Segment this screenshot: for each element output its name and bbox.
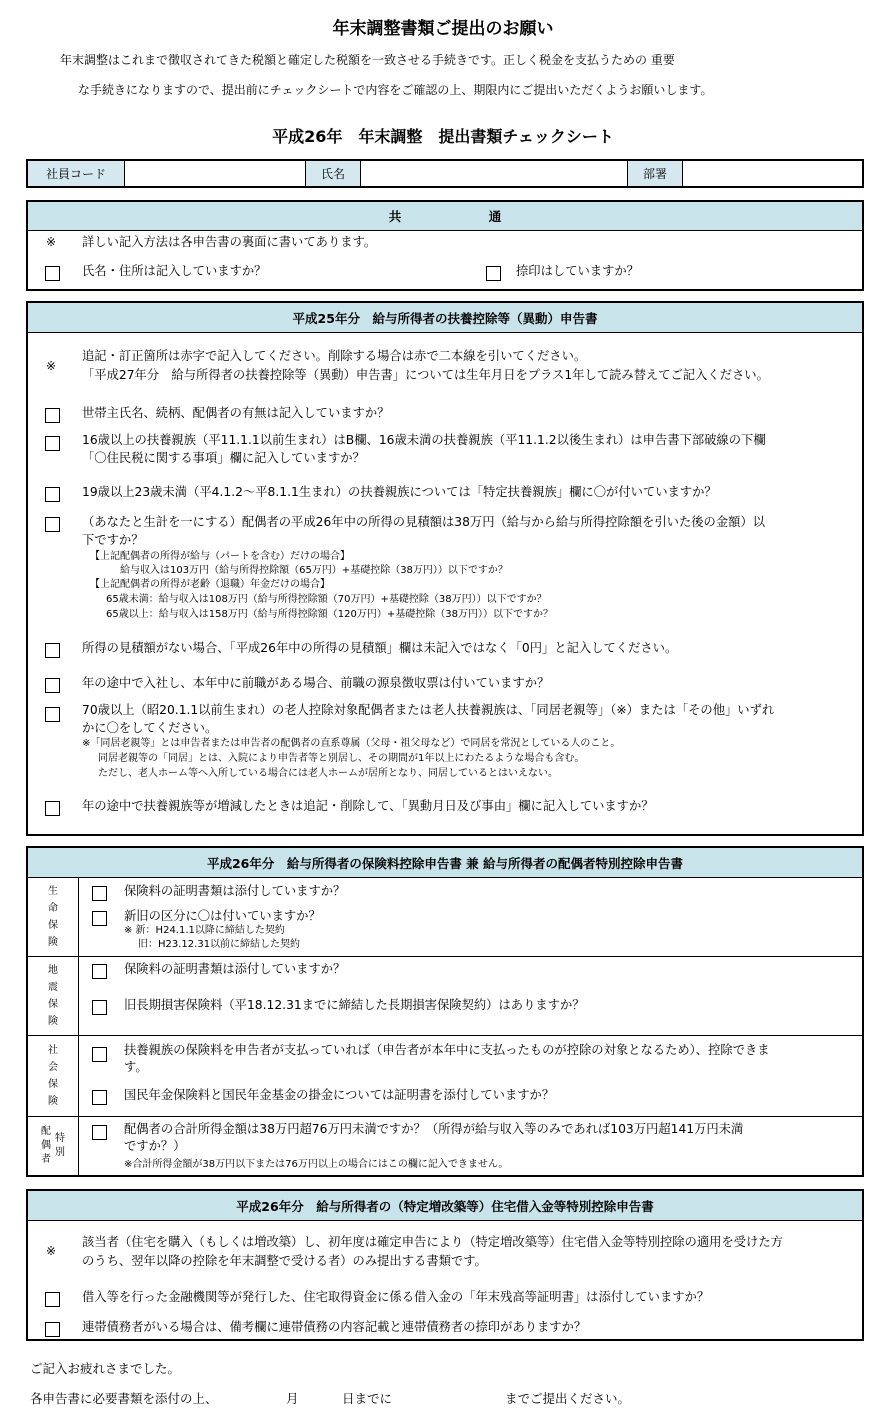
dependent-header: 平成25年分 給与所得者の扶養控除等（異動）申告書 (28, 303, 862, 333)
insurance-header: 平成26年分 給与所得者の保険料控除申告書 兼 給与所得者の配偶者特別控除申告書 (28, 848, 862, 878)
social-checkbox-1[interactable] (92, 1047, 107, 1062)
life-note-1: ※ 新：H24.1.1以降に締結した契約 (124, 925, 285, 936)
common-checkbox-2[interactable] (486, 266, 501, 281)
intro-line-1: 年末調整はこれまで徴収されてきた税額と確定した税額を一致させる手続きです。正しく税金を支払うための 重要 (60, 53, 675, 67)
department-label: 部署 (628, 161, 683, 186)
social-item-1a: 扶養親族の保険料を申告者が支払っていれば（申告者が本年中に支払ったものが控除の対象となるため）、控除できま (124, 1043, 770, 1057)
housing-loan-header: 平成26年分 給与所得者の（特定増改築等）住宅借入金等特別控除申告書 (28, 1191, 862, 1221)
spouse-special-group (28, 1117, 862, 1175)
dependent-checkbox-2[interactable] (45, 436, 60, 451)
dependent-note-1: 追記・訂正箇所は赤字で記入してください。削除する場合は赤で二本線を引いてください。 (82, 349, 587, 363)
housing-loan-checkbox-1[interactable] (45, 1292, 60, 1307)
deadline-month-label: 月 (286, 1391, 299, 1406)
label-char: 別 (55, 1147, 65, 1158)
earthquake-insurance-label (28, 957, 79, 1035)
common-header: 共 通 (28, 202, 862, 231)
dependent-item-4a: （あなたと生計を一にする）配偶者の平成26年中の所得の見積額は38万円（給与から給与所得控除額を引いた後の金額）以 (82, 515, 766, 529)
common-item-2: 捺印はしていますか？ (516, 264, 639, 278)
label-char: 地 (48, 965, 58, 976)
life-note-2: 旧：H23.12.31以前に締結した契約 (138, 939, 301, 950)
dependent-item-5: 所得の見積額がない場合、「平成26年中の所得の見積額」欄は未記入ではなく「0円」と記入してください。 (82, 641, 678, 655)
employee-code-field[interactable] (125, 161, 306, 186)
social-checkbox-2[interactable] (92, 1090, 107, 1105)
note-mark: ※ (45, 359, 57, 373)
spouse-income-detail-3: 【上記配偶者の所得が老齢（退職）年金だけの場合】 (90, 579, 330, 590)
label-char: 保 (48, 1079, 58, 1090)
dependent-item-8: 年の途中で扶養親族等が増減したときは追記・削除して、「異動月日及び事由」欄に記入していますか？ (82, 799, 654, 813)
department-field[interactable] (683, 161, 862, 186)
label-char: 震 (48, 982, 58, 993)
dependent-note-2: 「平成27年分 給与所得者の扶養控除等（異動）申告書」については生年月日をプラス1年して読み替えてご記入ください。 (82, 368, 769, 382)
dependent-item-4b: 下ですか？ (82, 533, 144, 547)
deadline-day-label: 日までに (342, 1391, 393, 1406)
common-note: 詳しい記入方法は各申告書の裏面に書いてあります。 (82, 235, 377, 249)
life-checkbox-1[interactable] (92, 886, 107, 901)
closing-submit-to: までご提出ください。 (505, 1391, 631, 1406)
elderly-note-2: 同居老親等の「同居」とは、入院により申告者等と別居し、その期間が1年以上にわたるような場合も含む。 (98, 753, 585, 764)
spouse-note: ※合計所得金額が38万円以下または76万円以上の場合にはこの欄に記入できません。 (124, 1159, 509, 1170)
label-char: 偶 (41, 1140, 51, 1151)
spouse-label-col (41, 1125, 51, 1167)
dependent-checkbox-8[interactable] (45, 801, 60, 816)
spouse-income-detail-5: 65歳以上：給与収入は158万円（給与所得控除額（120万円）+基礎控除（38万円））以下ですか？ (106, 609, 554, 620)
common-item-1: 氏名・住所は記入していますか？ (82, 264, 267, 278)
special-label-col (55, 1132, 65, 1160)
dependent-checkbox-7[interactable] (45, 707, 60, 722)
checksheet-title: 平成26年 年末調整 提出書類チェックシート (272, 127, 614, 146)
spouse-income-detail-4: 65歳未満：給与収入は108万円（給与所得控除額（70万円）+基礎控除（38万円））以下ですか？ (106, 594, 547, 605)
note-mark: ※ (45, 235, 57, 249)
dependent-item-3: 19歳以上23歳未満（平4.1.2～平8.1.1生まれ）の扶養親族については「特定扶養親族」欄に〇が付いていますか？ (82, 485, 717, 499)
employee-code-label: 社員コード (28, 161, 125, 186)
label-char: 生 (48, 886, 58, 897)
earthquake-insurance-group (28, 957, 862, 1036)
label-char: 保 (48, 920, 58, 931)
dependent-checkbox-3[interactable] (45, 487, 60, 502)
housing-loan-item-2: 連帯債務者がいる場合は、備考欄に連帯債務の内容記載と連帯債務者の捺印がありますか？ (82, 1320, 587, 1334)
employee-id-bar (26, 159, 864, 188)
dependent-item-6: 年の途中で入社し、本年中に前職がある場合、前職の源泉徴収票は付いていますか？ (82, 676, 550, 690)
page-title: 年末調整書類ご提出のお願い (332, 19, 554, 39)
label-char: 険 (48, 1016, 58, 1027)
spouse-item-a: 配偶者の合計所得金額は38万円超76万円未満ですか？（所得が給与収入等のみであれば103万円超141万円未満 (124, 1122, 744, 1136)
dependent-item-2b: 「〇住民税に関する事項」欄に記入していますか？ (82, 451, 365, 465)
life-item-2: 新旧の区分に〇は付いていますか？ (124, 909, 321, 923)
earthquake-checkbox-1[interactable] (92, 964, 107, 979)
common-section (26, 200, 864, 291)
insurance-section (26, 846, 864, 1177)
spouse-special-label (28, 1117, 79, 1175)
dependent-item-7a: 70歳以上（昭20.1.1以前生まれ）の老人控除対象配偶者または老人扶養親族は、「同居老親等」（※）または「その他」いずれ (82, 703, 775, 717)
life-checkbox-2[interactable] (92, 911, 107, 926)
housing-loan-item-1: 借入等を行った金融機関等が発行した、住宅取得資金に係る借入金の「年末残高等証明書」は添付していますか？ (82, 1290, 710, 1304)
label-char: 命 (48, 903, 58, 914)
label-char: 特 (55, 1133, 65, 1144)
dependent-checkbox-6[interactable] (45, 678, 60, 693)
housing-loan-note-2: のうち、翌年以降の控除を年末調整で受ける者）のみ提出する書類です。 (82, 1254, 487, 1268)
life-item-1: 保険料の証明書類は添付していますか？ (124, 884, 346, 898)
label-char: 配 (41, 1126, 51, 1137)
spouse-income-detail-1: 【上記配偶者の所得が給与（パートを含む）だけの場合】 (90, 551, 350, 562)
dependent-item-1: 世帯主氏名、続柄、配偶者の有無は記入していますか？ (82, 406, 390, 420)
closing-thanks: ご記入お疲れさまでした。 (30, 1361, 181, 1376)
housing-loan-checkbox-2[interactable] (45, 1322, 60, 1337)
earthquake-item-2: 旧長期損害保険料（平18.12.31までに締結した長期損害保険契約）はありますか？ (124, 998, 585, 1012)
spouse-item-b: ですか？） (124, 1139, 186, 1153)
dependent-checkbox-5[interactable] (45, 643, 60, 658)
label-char: 険 (48, 1096, 58, 1107)
social-insurance-group (28, 1036, 862, 1117)
social-item-2: 国民年金保険料と国民年金基金の掛金については証明書を添付していますか？ (124, 1088, 555, 1102)
label-char: 会 (48, 1062, 58, 1073)
life-insurance-label (28, 878, 79, 956)
label-char: 社 (48, 1045, 58, 1056)
earthquake-checkbox-2[interactable] (92, 1000, 107, 1015)
spouse-checkbox[interactable] (92, 1125, 107, 1140)
intro-line-2: な手続きになりますので、提出前にチェックシートで内容をご確認の上、期限内にご提出いただくようお願いします。 (78, 83, 713, 97)
label-char: 保 (48, 999, 58, 1010)
dependent-checkbox-4[interactable] (45, 517, 60, 532)
name-field[interactable] (361, 161, 628, 186)
housing-loan-section (26, 1189, 864, 1341)
elderly-note-1: ※「同居老親等」とは申告者または申告者の配偶者の直系尊属（父母・祖父母など）で同居を常況としている人のこと。 (82, 738, 621, 749)
spouse-income-detail-2: 給与収入は103万円（給与所得控除額（65万円）+基礎控除（38万円））以下ですか？ (120, 565, 508, 576)
dependent-item-7b: かに〇をしてください。 (82, 721, 218, 735)
note-mark: ※ (45, 1244, 57, 1258)
dependent-item-2a: 16歳以上の扶養親族（平11.1.1以前生まれ）はB欄、16歳未満の扶養親族（平11.1.2以後生まれ）は申告書下部破線の下欄 (82, 433, 766, 447)
label-char: 険 (48, 937, 58, 948)
dependent-checkbox-1[interactable] (45, 408, 60, 423)
name-label: 氏名 (306, 161, 361, 186)
earthquake-item-1: 保険料の証明書類は添付していますか？ (124, 962, 346, 976)
label-char: 者 (41, 1154, 51, 1165)
life-insurance-group (28, 878, 862, 957)
common-checkbox-1[interactable] (45, 266, 60, 281)
housing-loan-note-1: 該当者（住宅を購入（もしくは増改築）し、初年度は確定申告により（特定増改築等）住宅借入金等特別控除の適用を受けた方 (82, 1235, 783, 1249)
social-insurance-label (28, 1036, 79, 1116)
social-item-1b: す。 (124, 1060, 148, 1074)
elderly-note-3: ただし、老人ホーム等へ入所している場合には老人ホームが居所となり、同居しているとはいえない。 (98, 768, 558, 779)
closing-instruction: 各申告書に必要書類を添付の上、 (30, 1391, 218, 1406)
dependent-section (26, 301, 864, 836)
